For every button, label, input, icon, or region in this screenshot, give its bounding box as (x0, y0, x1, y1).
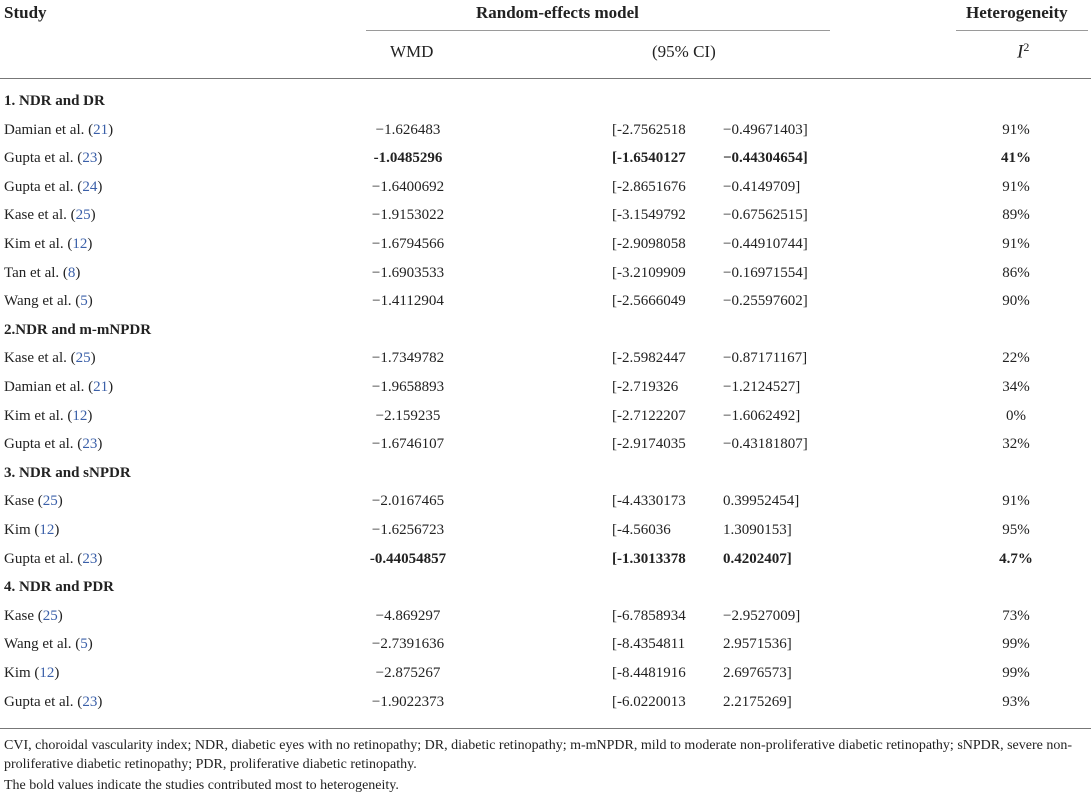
wmd-value: −1.9658893 (371, 379, 445, 395)
section-heading-row (0, 317, 1091, 345)
ci-upper-value: 0.39952454] (723, 493, 800, 510)
i2-value: 91% (1002, 121, 1030, 138)
study-name-close: ) (97, 178, 103, 195)
i2-value: 86% (1002, 264, 1030, 281)
i2-value: 91% (1002, 493, 1030, 510)
study-name: Kase ( (4, 493, 43, 510)
ci-lower-value: [-8.4481916 (612, 665, 686, 681)
ci-upper-value: −1.6062492] (723, 407, 801, 424)
header-group-rule-model (366, 30, 830, 31)
ci-lower-value: [-1.6540127 (612, 150, 686, 167)
study-name-close: ) (90, 207, 96, 224)
ci-lower-value: [-2.5982447 (612, 350, 686, 367)
i2-value: 90% (1002, 293, 1030, 310)
ci-lower-value: [-2.9174035 (612, 436, 686, 453)
study-name: Kim et al. ( (4, 407, 73, 424)
table-row (0, 689, 1091, 717)
header-random-effects-model: Random-effects model (476, 3, 639, 22)
reference-link[interactable]: 21 (93, 121, 109, 138)
reference-link[interactable]: 12 (72, 236, 88, 252)
table-row (0, 145, 1091, 173)
header-group-rule-heterogeneity (956, 30, 1088, 31)
ci-lower-value: [-6.0220013 (612, 693, 686, 710)
section-heading-row (0, 88, 1091, 116)
table-row (0, 288, 1091, 316)
i2-value: 22% (1002, 350, 1030, 367)
i2-value: 34% (1002, 379, 1030, 395)
ci-upper-value: 2.9571536] (723, 636, 792, 653)
study-cell (4, 436, 102, 453)
table-row (0, 603, 1091, 631)
wmd-value: −1.7349782 (371, 350, 445, 367)
study-cell (4, 265, 80, 282)
reference-link[interactable]: 24 (82, 178, 98, 195)
table-row (0, 517, 1091, 545)
study-name-close: ) (108, 121, 114, 138)
study-name: Gupta et al. ( (4, 178, 83, 195)
study-name: Kase ( (4, 607, 43, 624)
i2-value: 41% (1001, 150, 1031, 167)
study-cell (4, 150, 102, 167)
footnote-abbreviations: CVI, choroidal vascularity index; NDR, diabetic eyes with no retinopathy; DR, diabetic retinopathy; m-mNPDR, mild to moderate non-proliferative diabetic retinopathy; sNPDR, severe non-proliferative diabetic retinopathy; PDR, proliferative diabetic retinopathy. (4, 738, 1073, 772)
i2-value: 93% (1002, 693, 1030, 710)
study-name-close: ) (57, 607, 63, 624)
header-i2-sup: 2 (1023, 40, 1030, 54)
wmd-value: −1.4112904 (372, 293, 444, 310)
study-name: Tan et al. ( (4, 264, 68, 281)
section-heading: 4. NDR and PDR (4, 579, 115, 596)
study-name-close: ) (75, 264, 81, 281)
ci-upper-value: −0.4149709] (723, 178, 801, 195)
wmd-value: −2.159235 (375, 407, 441, 424)
section-heading: 2.NDR and m-mNPDR (4, 321, 152, 338)
ci-lower-value: [-8.4354811 (612, 636, 686, 653)
reference-link[interactable]: 23 (82, 693, 98, 710)
ci-upper-value: −0.67562515] (723, 207, 808, 224)
wmd-value: −1.6256723 (371, 522, 445, 538)
table-bottom-rule (0, 728, 1091, 729)
study-name: Kim et al. ( (4, 236, 73, 252)
study-name-close: ) (97, 436, 103, 453)
table-row (0, 660, 1091, 688)
ci-upper-value: −0.25597602] (723, 293, 808, 310)
study-cell (4, 236, 92, 253)
i2-value: 95% (1002, 522, 1030, 538)
study-name: Gupta et al. ( (4, 436, 83, 453)
study-cell (4, 493, 63, 510)
header-ci: (95% CI) (652, 42, 716, 61)
i2-value: 91% (1002, 178, 1030, 195)
table-row (0, 260, 1091, 288)
reference-link[interactable]: 25 (42, 493, 58, 510)
section-heading: 1. NDR and DR (4, 93, 105, 109)
reference-link[interactable]: 5 (80, 293, 88, 310)
study-name-close: ) (87, 236, 93, 252)
study-name: Gupta et al. ( (4, 150, 83, 167)
section-heading-row (0, 574, 1091, 602)
table-row (0, 631, 1091, 659)
study-cell (4, 665, 59, 682)
section-heading-row (0, 460, 1091, 488)
wmd-value: −2.0167465 (371, 493, 445, 510)
study-name-close: ) (87, 293, 93, 310)
study-cell (4, 179, 102, 196)
study-name-close: ) (87, 636, 93, 653)
study-cell (4, 350, 96, 367)
ci-upper-value: −0.44910744] (723, 236, 808, 252)
table-row (0, 345, 1091, 373)
ci-lower-value: [-4.4330173 (612, 493, 686, 510)
ci-upper-value: 2.6976573] (723, 665, 792, 681)
study-name-close: ) (54, 522, 60, 538)
study-cell (4, 636, 93, 653)
wmd-value: −1.6794566 (371, 236, 445, 252)
study-name-close: ) (97, 693, 103, 710)
ci-upper-value: −2.9527009] (723, 607, 801, 624)
ci-lower-value: [-4.56036 (612, 522, 671, 538)
reference-link[interactable]: 25 (75, 350, 91, 367)
study-cell (4, 694, 102, 711)
i2-value: 0% (1006, 407, 1026, 424)
ci-lower-value: [-2.5666049 (612, 293, 686, 310)
table-row (0, 202, 1091, 230)
ci-lower-value: [-2.9098058 (612, 236, 686, 252)
ci-upper-value: 1.3090153] (723, 522, 792, 538)
header-wmd: WMD (390, 42, 434, 61)
study-name-close: ) (57, 493, 63, 510)
reference-link[interactable]: 23 (82, 436, 98, 453)
study-cell (4, 522, 59, 539)
reference-link[interactable]: 12 (39, 665, 55, 681)
study-cell (4, 122, 113, 139)
study-cell (4, 379, 113, 396)
ci-upper-value: −0.43181807] (723, 436, 808, 453)
study-name: Kase et al. ( (4, 350, 76, 367)
reference-link[interactable]: 25 (75, 207, 91, 224)
reference-link[interactable]: 23 (82, 550, 98, 567)
table-row (0, 231, 1091, 259)
study-name: Kase et al. ( (4, 207, 76, 224)
ci-lower-value: [-3.2109909 (612, 264, 686, 281)
header-bottom-rule (0, 78, 1091, 79)
wmd-value: −1.626483 (375, 121, 441, 138)
study-name: Wang et al. ( (4, 636, 81, 653)
i2-value: 32% (1002, 436, 1030, 453)
study-name: Damian et al. ( (4, 379, 94, 395)
footnote-bold-note: The bold values indicate the studies contributed most to heterogeneity. (4, 778, 399, 793)
reference-link[interactable]: 8 (67, 264, 76, 281)
study-name: Kim ( (4, 665, 40, 681)
ci-lower-value: [-2.8651676 (612, 178, 686, 195)
table-row (0, 374, 1091, 402)
wmd-value: −2.7391636 (371, 636, 445, 653)
table-row (0, 431, 1091, 459)
study-name: Wang et al. ( (4, 293, 81, 310)
ci-upper-value: −1.2124527] (723, 379, 801, 395)
reference-link[interactable]: 23 (82, 150, 98, 167)
ci-upper-value: −0.87171167] (723, 350, 808, 367)
reference-link[interactable]: 25 (42, 607, 58, 624)
study-name-close: ) (54, 665, 60, 681)
ci-upper-value: −0.16971554] (723, 264, 808, 281)
ci-upper-value: 2.2175269] (723, 693, 792, 710)
reference-link[interactable]: 21 (93, 379, 109, 395)
study-cell (4, 408, 92, 425)
wmd-value: -0.44054857 (369, 550, 447, 567)
i2-value: 4.7% (999, 550, 1033, 567)
ci-lower-value: [-2.7562518 (612, 121, 686, 138)
study-cell (4, 293, 93, 310)
wmd-value: -1.0485296 (373, 150, 443, 167)
header-study: Study (4, 3, 47, 22)
study-cell (4, 207, 96, 224)
reference-link[interactable]: 5 (80, 636, 88, 653)
section-heading: 3. NDR and sNPDR (4, 464, 131, 481)
i2-value: 89% (1002, 207, 1030, 224)
i2-value: 91% (1002, 236, 1030, 252)
ci-upper-value: 0.4202407] (723, 550, 792, 567)
study-name-close: ) (97, 550, 103, 567)
study-name-close: ) (97, 150, 103, 167)
table-row (0, 117, 1091, 145)
ci-lower-value: [-3.1549792 (612, 207, 686, 224)
header-heterogeneity: Heterogeneity (966, 3, 1068, 22)
study-name-close: ) (108, 379, 114, 395)
wmd-value: −1.9022373 (371, 693, 445, 710)
study-name: Gupta et al. ( (4, 693, 83, 710)
header-i2-base: I (1017, 41, 1024, 63)
wmd-value: −1.9153022 (371, 207, 445, 224)
i2-value: 99% (1002, 636, 1030, 653)
ci-lower-value: [-2.719326 (612, 379, 679, 395)
table-row (0, 546, 1091, 574)
i2-value: 99% (1002, 665, 1030, 681)
wmd-value: −4.869297 (375, 607, 441, 624)
study-name-close: ) (90, 350, 96, 367)
i2-value: 73% (1002, 607, 1030, 624)
wmd-value: −1.6400692 (371, 178, 445, 195)
ci-upper-value: −0.49671403] (723, 121, 808, 138)
ci-lower-value: [-1.3013378 (612, 550, 686, 567)
reference-link[interactable]: 12 (72, 407, 88, 424)
wmd-value: −2.875267 (375, 665, 441, 681)
study-name: Gupta et al. ( (4, 550, 83, 567)
table-row (0, 403, 1091, 431)
study-cell (4, 551, 102, 568)
ci-lower-value: [-6.7858934 (612, 607, 686, 624)
study-name: Kim ( (4, 522, 40, 538)
study-name: Damian et al. ( (4, 121, 94, 138)
table-row (0, 174, 1091, 202)
wmd-value: −1.6903533 (371, 264, 445, 281)
wmd-value: −1.6746107 (371, 436, 445, 453)
study-name-close: ) (87, 407, 93, 424)
ci-upper-value: −0.44304654] (723, 150, 808, 167)
ci-lower-value: [-2.7122207 (612, 407, 686, 424)
header-i2 (1017, 40, 1029, 64)
study-cell (4, 608, 63, 625)
reference-link[interactable]: 12 (39, 522, 55, 538)
table-row (0, 488, 1091, 516)
